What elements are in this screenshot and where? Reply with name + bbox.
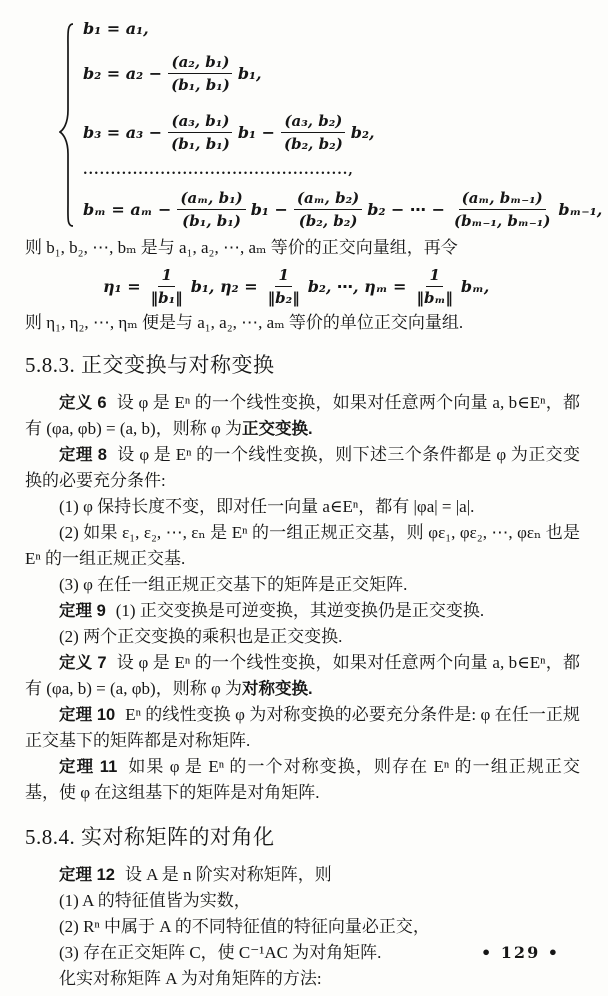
theorem-9-label: 定理 9: [59, 602, 106, 620]
equation-b3-head: b₃ = a₃ −: [83, 122, 163, 142]
paragraph-after-system: 则 b₁, b₂, ⋯, bₘ 是与 a₁, a₂, ⋯, aₘ 等价的正交向量组，再令: [25, 238, 458, 257]
definition-6-term: 正交变换.: [242, 420, 313, 438]
theorem-8-label: 定理 8: [59, 446, 107, 464]
fraction-denominator: (b₂, b₂): [284, 135, 343, 153]
gram-schmidt-equation-system: [59, 14, 603, 235]
theorem-12-label: 定理 12: [59, 866, 115, 884]
theorem-10: [25, 702, 580, 754]
theorem-9-item-2: (2) 两个正交变换的乘积也是正交变换.: [59, 627, 343, 646]
equation-bm-mid1: b₁ −: [250, 199, 288, 219]
theorem-9-body: (1) 正交变换是可逆变换，其逆变换仍是正交变换.: [115, 601, 485, 620]
fraction-numerator: 1: [426, 265, 442, 287]
equation-bm-head: bₘ = aₘ −: [83, 199, 172, 219]
theorem-12: [25, 862, 580, 888]
equation-b2-tail: b₁,: [237, 63, 262, 83]
fraction: [168, 52, 233, 95]
theorem-11-label: 定理 11: [59, 758, 118, 776]
theorem-9: [25, 598, 580, 624]
theorem-8: [25, 442, 580, 494]
theorem-8-item-3: (3) φ 在任一组正规正交基下的矩阵是正交矩阵.: [59, 575, 408, 594]
equation-b3-tail: b₂,: [350, 122, 375, 142]
fraction: [168, 111, 233, 154]
fraction-denominator: (b₁, b₁): [171, 76, 230, 94]
definition-6: [25, 390, 580, 442]
theorem-12-item-2: (2) Rⁿ 中属于 A 的不同特征值的特征向量必正交，: [59, 917, 430, 936]
fraction-numerator: (aₘ, bₘ₋₁): [459, 188, 546, 210]
equation-rows: [77, 14, 607, 235]
definition-7-label: 定义 7: [59, 654, 107, 672]
paragraph-after-eta: 则 η₁, η₂, ⋯, ηₘ 便是与 a₁, a₂, ⋯, aₘ 等价的单位正交向量组.: [25, 313, 464, 332]
fraction: [413, 265, 455, 308]
fraction-denominator: ‖bₘ‖: [416, 289, 453, 307]
fraction: [281, 111, 346, 154]
equation-b1: [83, 16, 607, 42]
eta-term: b₂, ⋯, ηₘ =: [307, 276, 407, 296]
definition-7: [25, 650, 580, 702]
fraction-denominator: (bₘ₋₁, bₘ₋₁): [453, 212, 551, 230]
eta-normalization-equation: [103, 265, 580, 308]
ellipsis-dots: ................................................,: [83, 163, 354, 178]
definition-7-body: 设 φ 是 Eⁿ 的一个线性变换，如果对任意两个向量 a, b∈Eⁿ，都有 (φa, b) = (a, φb)，则称 φ 为: [25, 653, 580, 698]
fraction: [451, 188, 553, 231]
definition-7-term: 对称变换.: [242, 680, 313, 698]
theorem-12-body: 设 A 是 n 阶实对称矩阵，则: [124, 865, 332, 884]
theorem-12-item-3: (3) 存在正交矩阵 C，使 C⁻¹AC 为对角矩阵.: [59, 943, 382, 962]
fraction: [294, 188, 362, 231]
equation-b2: [83, 52, 607, 95]
fraction-denominator: ‖b₂‖: [267, 289, 300, 307]
fraction-numerator: (a₃, b₁): [168, 111, 232, 133]
fraction: [265, 265, 303, 308]
theorem-8-body: 设 φ 是 Eⁿ 的一个线性变换，则下述三个条件都是 φ 为正交变换的必要充分条件:: [25, 445, 580, 490]
equation-b3: [83, 111, 607, 154]
closing-line: 化实对称矩阵 A 为对角矩阵的方法:: [59, 969, 322, 988]
fraction: [148, 265, 186, 308]
eta-term: bₘ,: [460, 276, 490, 296]
theorem-8-item-1: (1) φ 保持长度不变，即对任一向量 a∈Eⁿ，都有 |φa| = |a|.: [59, 497, 475, 516]
equation-bm-tail: bₘ₋₁,: [558, 199, 603, 219]
equation-bm: [83, 188, 607, 231]
section-heading-583: 5.8.3. 正交变换与对称变换: [25, 353, 275, 377]
equation-b1-text: b₁ = a₁,: [83, 19, 149, 38]
theorem-12-item-1: (1) A 的特征值皆为实数，: [59, 891, 251, 910]
fraction-denominator: (b₂, b₂): [298, 212, 358, 230]
fraction-denominator: (b₁, b₁): [171, 135, 230, 153]
equation-b3-mid: b₁ −: [237, 122, 276, 142]
theorem-10-body: Eⁿ 的线性变换 φ 为对称变换的必要充分条件是: φ 在任一正规正交基下的矩阵都是对称矩阵.: [25, 705, 580, 750]
equation-b2-head: b₂ = a₂ −: [83, 63, 163, 83]
theorem-8-item-2: (2) 如果 ε₁, ε₂, ⋯, εₙ 是 Eⁿ 的一组正规正交基，则 φε₁, φε₂, ⋯, φεₙ 也是 Eⁿ 的一组正规正交基.: [25, 523, 580, 568]
fraction-numerator: (a₃, b₂): [281, 111, 345, 133]
page-number: • 129 •: [481, 943, 560, 962]
left-brace-icon: [59, 14, 77, 235]
fraction-denominator: (b₁, b₁): [182, 212, 241, 230]
section-heading-584: 5.8.4. 实对称矩阵的对角化: [25, 825, 275, 849]
equation-ellipsis-row: [83, 164, 607, 178]
definition-6-body: 设 φ 是 Eⁿ 的一个线性变换，如果对任意两个向量 a, b∈Eⁿ，都有 (φa, φb) = (a, b)，则称 φ 为: [25, 393, 580, 438]
equation-bm-mid2: b₂ − ⋯ −: [367, 199, 445, 219]
theorem-11-body: 如果 φ 是 Eⁿ 的一个对称变换，则存在 Eⁿ 的一组正规正交基，使 φ 在这组基下的矩阵是对角矩阵.: [25, 757, 580, 802]
fraction-numerator: (a₂, b₁): [168, 52, 232, 74]
fraction-denominator: ‖b₁‖: [150, 289, 183, 307]
fraction-numerator: 1: [158, 265, 174, 287]
eta-term: η₁ =: [103, 276, 141, 296]
fraction-numerator: (aₘ, b₂): [294, 188, 362, 210]
fraction: [177, 188, 245, 231]
fraction-numerator: 1: [275, 265, 291, 287]
fraction-numerator: (aₘ, b₁): [177, 188, 245, 210]
eta-term: b₁, η₂ =: [190, 276, 258, 296]
theorem-10-label: 定理 10: [59, 706, 116, 724]
theorem-11: [25, 754, 580, 806]
definition-6-label: 定义 6: [59, 394, 107, 412]
